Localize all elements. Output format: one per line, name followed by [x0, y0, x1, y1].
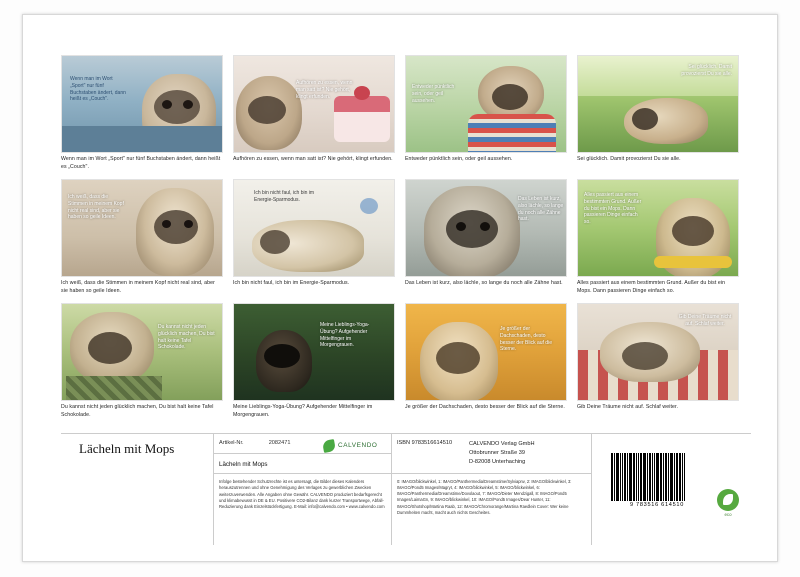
- page-overlay-text: Je größer der Dachschaden, desto besser der Blick auf die Sterne.: [500, 326, 552, 353]
- page-overlay-text: Meine Lieblings-Yoga-Übung? Aufgehender Mittelfinger im Morgengrauen.: [320, 322, 370, 349]
- leaf-icon: [717, 489, 739, 511]
- article-number-value: 2082471: [268, 440, 291, 446]
- image-credits: 0: IMAGO/blickwinkel, 1: IMAGO/Panthermedia/Dreamstime/Sylviapnv, 2: IMAGO/blickwinkel, 3: IMAGO/Pond5 Images/Magryt, 4: IMAGO/blickwinkel, 5: IMAGO/blickwinkel, 6: IMAGO/Panthermedia/Dreamstime/Dovolaout, 7: IMAGO/Dieter Mendzigall, 8: IMAGO/Pond5 Images/LaimaGn, 9: IMAGO/blickwinkel, 10: IMAGO/Pond5 Images/Dear Hunter, 11: IMAGO/Shotshop/Martina Raab, 12: IMAGO/Chromorange/Martina Raedlein Cover: Wer keine Dummheiten macht, macht auch nichts Gescheites.: [397, 479, 572, 515]
- leaf-icon: [322, 439, 336, 453]
- page-caption: Das Leben ist kurz, also lächle, so lange du noch alle Zähne hast.: [405, 280, 563, 287]
- page-title: Lächeln mit Mops: [79, 441, 175, 456]
- publisher-line-2: Ottobrunner Straße 39: [469, 449, 525, 456]
- photo-pug-on-couch: [61, 55, 223, 153]
- product-sheet: [22, 14, 778, 562]
- barcode-icon: [611, 453, 703, 501]
- page-caption: Du kannst nicht jeden glücklich machen, Du bist halt keine Tafel Schokolade.: [61, 404, 214, 418]
- calendar-page-item[interactable]: [405, 179, 577, 295]
- publisher-line-3: D-82008 Unterhaching: [469, 458, 526, 465]
- publisher-address: [469, 440, 535, 467]
- photo-pug-dark-green: [233, 303, 395, 401]
- calvendo-wordmark: CALVENDO: [338, 442, 378, 449]
- page-overlay-text: Ich bin nicht faul, ich bin im Energie-Sparmodus.: [254, 190, 315, 203]
- page-caption: Ich weiß, dass die Stimmen in meinem Kopf nicht real sind, aber sie haben so geile Ideen.: [61, 280, 215, 294]
- page-overlay-text: Gib Deine Träume nicht auf. Schlaf weiter.: [678, 314, 732, 327]
- article-number-label: Artikel-Nr.: [219, 440, 244, 446]
- page-overlay-text: Sei glücklich. Damit provozierst Du sie alle.: [681, 64, 732, 77]
- divider: [391, 473, 591, 474]
- page-overlay-text: Ich weiß, dass die Stimmen in meinem Kopf nicht real sind, aber sie haben so geile Ideen.: [68, 194, 124, 221]
- barcode-area: [611, 453, 703, 515]
- page-overlay-text: Aufhören zu essen, wenn man satt ist? Nie gehört, klingt erfunden.: [296, 80, 353, 100]
- calendar-page-item[interactable]: [405, 55, 577, 171]
- photo-pug-sleeping-pillow: [577, 303, 739, 401]
- calendar-page-item[interactable]: [61, 55, 233, 171]
- isbn-publisher-column: [391, 433, 591, 545]
- photo-pug-orange-field: [405, 303, 567, 401]
- divider: [213, 473, 391, 474]
- calendar-page-grid: [61, 55, 751, 427]
- page-caption: Wenn man im Wort „Sport" nur fünf Buchstaben ändert, dann heißt es „Couch".: [61, 156, 221, 170]
- product-name: Lächeln mit Mops: [219, 461, 268, 468]
- page-overlay-text: Du kannst nicht jeden glücklich machen, Du bist halt keine Tafel Schokolade.: [158, 324, 215, 351]
- calvendo-logo: [323, 439, 383, 455]
- page-overlay-text: Wenn man im Wort „Sport" nur fünf Buchstaben ändert, dann heißt es „Couch".: [70, 76, 126, 103]
- page-overlay-text: Entweder pünktlich sein, oder geil aussehen.: [412, 84, 455, 104]
- page-caption: Sei glücklich. Damit provozierst Du sie alle.: [577, 156, 681, 162]
- calendar-page-item[interactable]: [577, 55, 749, 171]
- page-caption: Je größer der Dachschaden, desto besser der Blick auf die Sterne.: [405, 404, 565, 411]
- page-caption: Gib Deine Träume nicht auf. Schlaf weiter.: [577, 404, 679, 411]
- calendar-page-item[interactable]: [233, 303, 405, 419]
- photo-pug-scarf-field: [61, 303, 223, 401]
- calendar-page-item[interactable]: [577, 303, 749, 419]
- photo-pug-beige-studio: [61, 179, 223, 277]
- calendar-page-item[interactable]: [405, 303, 577, 419]
- legal-text: Infolge bestehender Schutzrechte ist es untersagt, die Bilder dieses Kalenders herauszutrennen und ohne Genehmigung des Verlages zu gewerblichen Zwecken weiterzuverwenden. Alle Angaben ohne Gewähr. CALVENDO produziert bedarfsgerecht und klimabewusst in DE & EU. Positivere CO2-Bilanz dank kurzer Transportwege, Abfall-Reduzierung dank Einzelstückfertigung. E-Mail: info@calvendo.com • www.calvendo.com: [219, 479, 385, 510]
- page-overlay-text: Alles passiert aus einem bestimmten Grund. Außer du bist ein Mops. Dann passieren Dinge einfach so.: [584, 192, 642, 226]
- product-info-block: [61, 433, 751, 545]
- photo-pug-in-sweater: [405, 55, 567, 153]
- photo-pug-with-cake: [233, 55, 395, 153]
- isbn-value: ISBN 9783516614510: [397, 440, 453, 446]
- page-caption: Meine Lieblings-Yoga-Übung? Aufgehender Mittelfinger im Morgengrauen.: [233, 404, 373, 418]
- page-caption: Ich bin nicht faul, ich bin im Energie-Sparmodus.: [233, 280, 350, 287]
- eco-badge: [715, 489, 741, 517]
- photo-pug-grey-face: [405, 179, 567, 277]
- article-column: [213, 433, 391, 545]
- page-overlay-text: Das Leben ist kurz, also lächle, so lange du noch alle Zähne hast.: [518, 196, 564, 223]
- photo-pug-lying-white: [233, 179, 395, 277]
- calendar-page-item[interactable]: [577, 179, 749, 295]
- barcode-column: [591, 433, 751, 545]
- photo-pug-on-grass-sun: [577, 55, 739, 153]
- page-caption: Alles passiert aus einem bestimmten Grund. Außer du bist ein Mops. Dann passieren Dinge einfach so.: [577, 280, 726, 294]
- eco-label: eco: [724, 512, 732, 517]
- barcode-number: 9 783516 614510: [629, 502, 685, 508]
- calendar-page-item[interactable]: [233, 55, 405, 171]
- page-caption: Entweder pünktlich sein, oder geil aussehen.: [405, 156, 513, 162]
- calendar-page-item[interactable]: [61, 303, 233, 419]
- page-caption: Aufhören zu essen, wenn man satt ist? Nie gehört, klingt erfunden.: [233, 156, 393, 162]
- publisher-line-1: CALVENDO Verlag GmbH: [469, 441, 535, 447]
- calendar-page-item[interactable]: [61, 179, 233, 295]
- calendar-page-item[interactable]: [233, 179, 405, 295]
- photo-pug-yellow-collar: [577, 179, 739, 277]
- article-number: [219, 440, 290, 446]
